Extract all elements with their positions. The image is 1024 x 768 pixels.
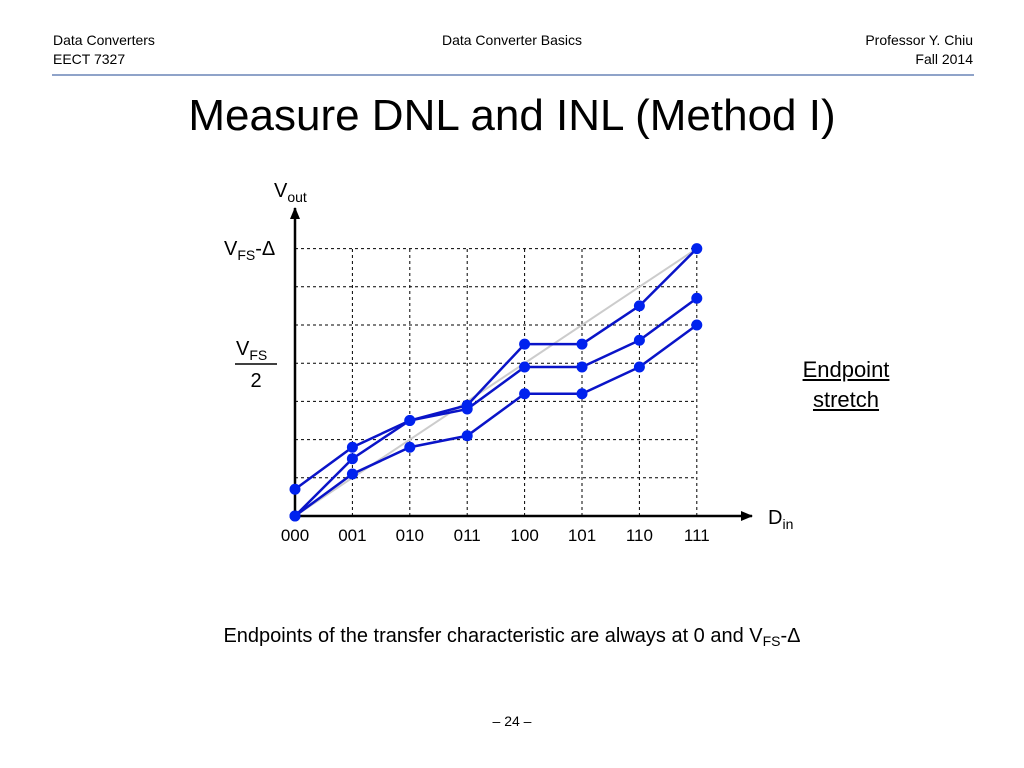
y-tick-label-vfs-minus-delta: $V_{FS}-\Delta$ <box>224 238 276 263</box>
side-note-line-1: Endpoint <box>802 357 890 382</box>
course-code: EECT 7327 <box>53 51 126 67</box>
series-2-point <box>462 404 473 415</box>
header-topic: Data Converter Basics <box>441 32 583 48</box>
series-1-point <box>347 442 358 453</box>
series-1-point <box>290 484 301 495</box>
caption-suffix: -Δ <box>780 625 801 647</box>
series-1-point <box>577 339 588 350</box>
series-3-point <box>519 388 530 399</box>
series-2-line <box>295 298 697 516</box>
x-tick-label: 101 <box>567 526 597 545</box>
y-tick-label-vfs-half-numerator: $V_{FS}$ <box>236 338 268 363</box>
course-name: Data Converters <box>53 32 155 48</box>
x-tick-label: 000 <box>280 526 310 545</box>
series-1-point <box>519 339 530 350</box>
x-tick-label: 110 <box>625 526 653 545</box>
series-2-point <box>347 453 358 464</box>
series-3-point <box>577 388 588 399</box>
side-note-line-2: stretch <box>812 387 880 412</box>
series-3-point <box>347 468 358 479</box>
y-axis-label: $V_{out}$ <box>274 180 307 205</box>
x-axis-label: $D_{in}$ <box>768 507 794 532</box>
caption-subscript: FS <box>762 633 781 649</box>
slide-title: Measure DNL and INL (Method I) <box>188 91 836 140</box>
series-2-point <box>404 415 415 426</box>
caption-text: Endpoints of the transfer characteristic are always at 0 and V <box>223 625 763 647</box>
series-2-point <box>519 362 530 373</box>
series-3-point <box>634 362 645 373</box>
x-tick-label: 010 <box>395 526 424 545</box>
series-1-point <box>691 243 702 254</box>
term: Fall 2014 <box>915 51 973 67</box>
endpoint-stretch-note <box>786 355 906 415</box>
series-2-point <box>577 362 588 373</box>
series-2-point <box>634 335 645 346</box>
x-tick-label: 111 <box>683 526 710 545</box>
x-tick-label: 011 <box>453 526 481 545</box>
page-number: – 24 – <box>492 713 532 729</box>
series-3-point <box>462 430 473 441</box>
series-3-point <box>290 511 301 522</box>
series-2-point <box>691 293 702 304</box>
y-tick-label-vfs-half-denominator: 2 <box>250 370 262 392</box>
x-tick-label: 001 <box>338 526 367 545</box>
instructor-name: Professor Y. Chiu <box>865 32 973 48</box>
x-tick-label: 100 <box>510 526 539 545</box>
series-3-point <box>404 442 415 453</box>
series-3-line <box>295 325 697 516</box>
series-3-point <box>691 320 702 331</box>
series-1-point <box>634 300 645 311</box>
slide-caption <box>0 622 1024 650</box>
x-tick-labels <box>281 526 710 545</box>
